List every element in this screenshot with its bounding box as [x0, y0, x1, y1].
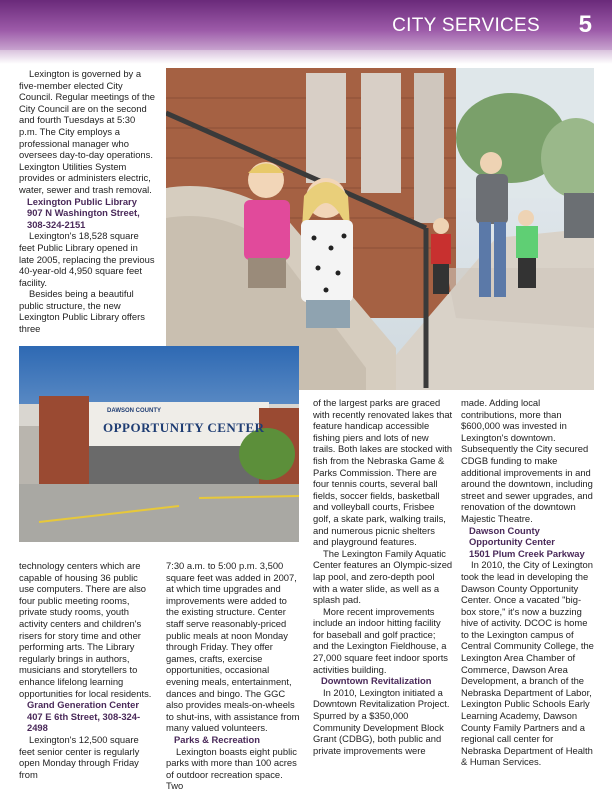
parks-heading: Parks & Recreation: [174, 733, 260, 745]
children-sidewalk-photo: [166, 68, 594, 390]
intro-paragraph: Lexington is governed by a five-member elected City Council. Regular meetings of the City Council are on the second and fourth Tuesdays at 5:30 p.m. The City employs a professional manager who oversees day-to-day operations. Lexington Utilities System provides or administers electric, water, sewer and trash removal.: [19, 68, 156, 195]
header-fade: [0, 50, 612, 64]
library-paragraph-2: Besides being a beautiful public structure, the new Lexington Public Library offers three: [19, 288, 145, 335]
library-name: Lexington Public Library: [27, 195, 137, 207]
library-paragraph-1: Lexington's 18,528 square feet Public Library opened in late 2005, replacing the previous 40-year-old 4,950 square feet facility.: [19, 230, 155, 288]
library-heading: [19, 196, 155, 231]
column-2: [166, 560, 300, 792]
opportunity-center-photo: [19, 346, 299, 542]
page-number: 5: [578, 11, 592, 38]
ggc-name: Grand Generation Center: [27, 699, 140, 711]
column-3: [313, 397, 453, 756]
column-4: [461, 397, 595, 768]
opportunity-center-art: [19, 346, 299, 542]
ggc-heading: [19, 699, 155, 734]
column-1-bottom: [19, 560, 155, 780]
improvements-paragraph: More recent improvements include an indoor hitting facility for baseball and golf practice; and the Lexington Fieldhouse, a 27,000 square feet indoor sports activities building.: [313, 605, 448, 675]
sign-small-text: DAWSON COUNTY: [107, 408, 161, 414]
parks-paragraph-2: of the largest parks are graced with recently renovated lakes that feature handicap accessible fishing piers and lots of new trails. Both lakes are stocked with fish from the Nebraska Game & Parks Commission. There are four tennis courts, several ball fields, soccer fields, basketball and volleyball courts, Frisbee golf, a skate park, walking trails, and numerous picnic shelters and playground features.: [313, 397, 453, 548]
parks-paragraph-1: Lexington boasts eight public parks with more than 100 acres of outdoor recreation space. Two: [166, 745, 297, 792]
revitalization-paragraph-2: made. Adding local contributions, more than $600,000 was invested in Lexington's downtown. Subsequently the City secured CDGB funding to make additional improvements in and around the downtown, including street and sewer upgrades, and renovation of the downtown Majestic Theatre.: [461, 397, 593, 524]
section-title: CITY SERVICES: [392, 15, 540, 36]
dcoc-address: 1501 Plum Creek Parkway: [469, 547, 585, 559]
aquatic-paragraph: The Lexington Family Aquatic Center features an Olympic-sized lap pool, and zero-depth pool with a water slide, as well as a splash pad.: [313, 547, 453, 606]
library-paragraph-3: technology centers which are capable of housing 36 public use computers. There are also four public meeting rooms, private study rooms, youth activity centers and children's risers for story time and other performing arts. The Library regularly brings in authors, musicians and storytellers to enhance lifelong learning opportunities for local residents.: [19, 560, 152, 699]
page-header: [0, 0, 612, 50]
dcoc-name-2: Opportunity Center: [469, 536, 555, 548]
dcoc-name-1: Dawson County: [469, 524, 540, 536]
sign-large-text: OPPORTUNITY CENTER: [103, 420, 265, 435]
dcoc-heading: [461, 525, 595, 560]
column-1-top: [19, 68, 155, 335]
ggc-address: 407 E 6th Street, 308-324-2498: [27, 710, 141, 734]
dcoc-paragraph: In 2010, the City of Lexington took the lead in developing the Dawson County Opportunity Center. Once a vacated "big-box store," it's now a buzzing hive of activity. DCOC is home to the Lexington campus of Central Community College, the Lexington Area Chamber of Commerce, Dawson Area Development, a branch of the Nebraska Department of Labor, Lexington Public Schools Early Learning Academy, Dawson County Family Partners and a regional call center for Nebraska Department of Health & Human Services.: [461, 559, 594, 768]
ggc-paragraph-1: Lexington's 12,500 square feet senior center is regularly open Monday through Friday from: [19, 733, 140, 780]
revitalization-heading: Downtown Revitalization: [321, 675, 432, 687]
library-address: 907 N Washington Street, 308-324-2151: [27, 207, 140, 230]
ggc-paragraph-2: 7:30 a.m. to 5:00 p.m. 3,500 square feet was added in 2007, at which time upgrades and improvements were added to the existing structure. Center staff serve reasonably-priced public meals at noon Monday through Friday. They offer games, crafts, exercise opportunities, occasional evening meals, entertainment, dances and bingo. The GGC also provides meals-on-wheels to shut-ins, with assistance from many valued volunteers.: [166, 560, 300, 734]
revitalization-paragraph-1: In 2010, Lexington initiated a Downtown Revitalization Project. Spurred by a $350,000 Community Development Block Grant (CDBG), both public and private improvements were: [313, 686, 450, 756]
children-photo-art: [166, 68, 594, 390]
